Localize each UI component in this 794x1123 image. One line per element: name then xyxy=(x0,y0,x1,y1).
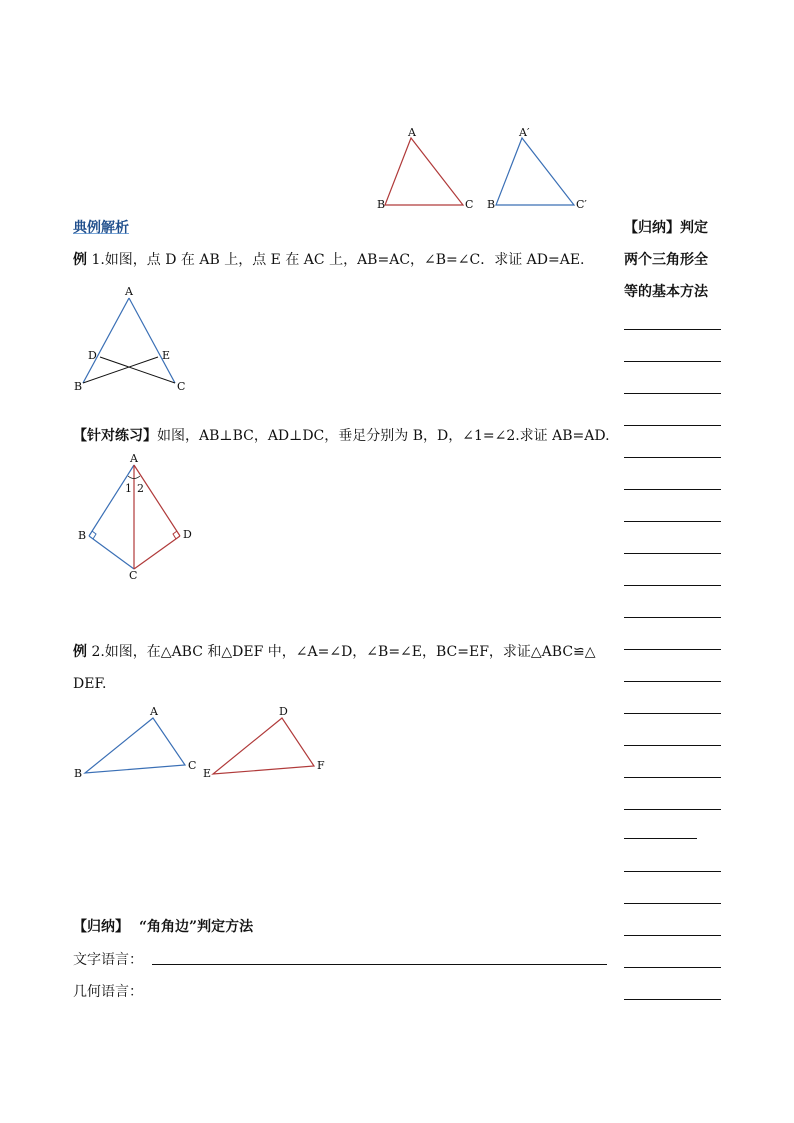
answer-line[interactable] xyxy=(624,585,721,586)
summary-heading xyxy=(73,917,253,937)
text-language-label: 文字语言： xyxy=(73,952,143,968)
answer-line[interactable] xyxy=(624,681,721,682)
answer-line[interactable] xyxy=(624,393,721,394)
example2-text-2: DEF. xyxy=(73,676,107,692)
summary-title: “角角边”判定方法 xyxy=(139,919,254,935)
answer-line[interactable] xyxy=(624,967,721,968)
prac-label-d: D xyxy=(183,528,192,541)
answer-line[interactable] xyxy=(624,521,721,522)
answer-line[interactable] xyxy=(624,745,721,746)
example1-label: 例 xyxy=(73,252,87,268)
answer-line[interactable] xyxy=(624,425,721,426)
answer-line[interactable] xyxy=(624,713,721,714)
ex2-label-a: A xyxy=(150,705,158,718)
label-a: A xyxy=(408,126,416,139)
label-a-prime: A′ xyxy=(519,126,530,139)
answer-line[interactable] xyxy=(624,935,721,936)
ex1-label-b: B xyxy=(74,380,83,393)
section-title: 典例解析 xyxy=(73,220,129,236)
sidebar-line1: 【归纳】判定 xyxy=(624,220,708,236)
prac-label-c: C xyxy=(129,569,138,582)
answer-line-short[interactable] xyxy=(624,838,697,839)
sidebar-line3: 等的基本方法 xyxy=(624,284,708,300)
geo-language-label: 几何语言： xyxy=(73,984,143,1000)
label-b: B xyxy=(377,198,386,211)
answer-line[interactable] xyxy=(624,617,721,618)
answer-line[interactable] xyxy=(624,361,721,362)
prac-label-1: 1 xyxy=(125,482,132,495)
ex2-label-c: C xyxy=(188,759,197,772)
ex2-label-e: E xyxy=(203,767,212,780)
example1-text: 1.如图，点 D 在 AB 上，点 E 在 AC 上，AB=AC，∠B=∠C．求证 AD=AE. xyxy=(87,252,585,268)
answer-line[interactable] xyxy=(624,329,721,330)
practice-label: 【针对练习】 xyxy=(73,428,157,444)
example2-text-1: 2.如图，在△ABC 和△DEF 中，∠A=∠D，∠B=∠E，BC=EF，求证△ABC≌△ xyxy=(87,644,596,660)
ex1-label-d: D xyxy=(88,349,97,362)
prac-label-a: A xyxy=(130,452,138,465)
answer-line[interactable] xyxy=(624,457,721,458)
ex1-label-e: E xyxy=(162,349,171,362)
example2-label: 例 xyxy=(73,644,87,660)
practice-text: 如图，AB⊥BC，AD⊥DC，垂足分别为 B，D，∠1=∠2.求证 AB=AD. xyxy=(157,428,610,444)
answer-line[interactable] xyxy=(624,489,721,490)
ex2-label-b: B xyxy=(74,767,83,780)
summary-label: 【归纳】 xyxy=(73,919,129,935)
prac-label-2: 2 xyxy=(137,482,144,495)
ex1-label-a: A xyxy=(125,285,133,298)
answer-line[interactable] xyxy=(624,649,721,650)
answer-line[interactable] xyxy=(624,999,721,1000)
ex2-label-f: F xyxy=(317,759,325,772)
sidebar-line2: 两个三角形全 xyxy=(624,252,708,268)
prac-label-b: B xyxy=(78,529,87,542)
answer-line[interactable] xyxy=(624,809,721,810)
answer-line[interactable] xyxy=(624,903,721,904)
answer-line[interactable] xyxy=(624,871,721,872)
label-c-prime: C′ xyxy=(576,198,587,211)
ex1-label-c: C xyxy=(177,380,186,393)
text-language-blank[interactable] xyxy=(152,964,607,965)
label-b-2: B xyxy=(487,198,496,211)
label-c: C xyxy=(465,198,474,211)
ex2-label-d: D xyxy=(279,705,288,718)
answer-line[interactable] xyxy=(624,777,721,778)
answer-line[interactable] xyxy=(624,553,721,554)
